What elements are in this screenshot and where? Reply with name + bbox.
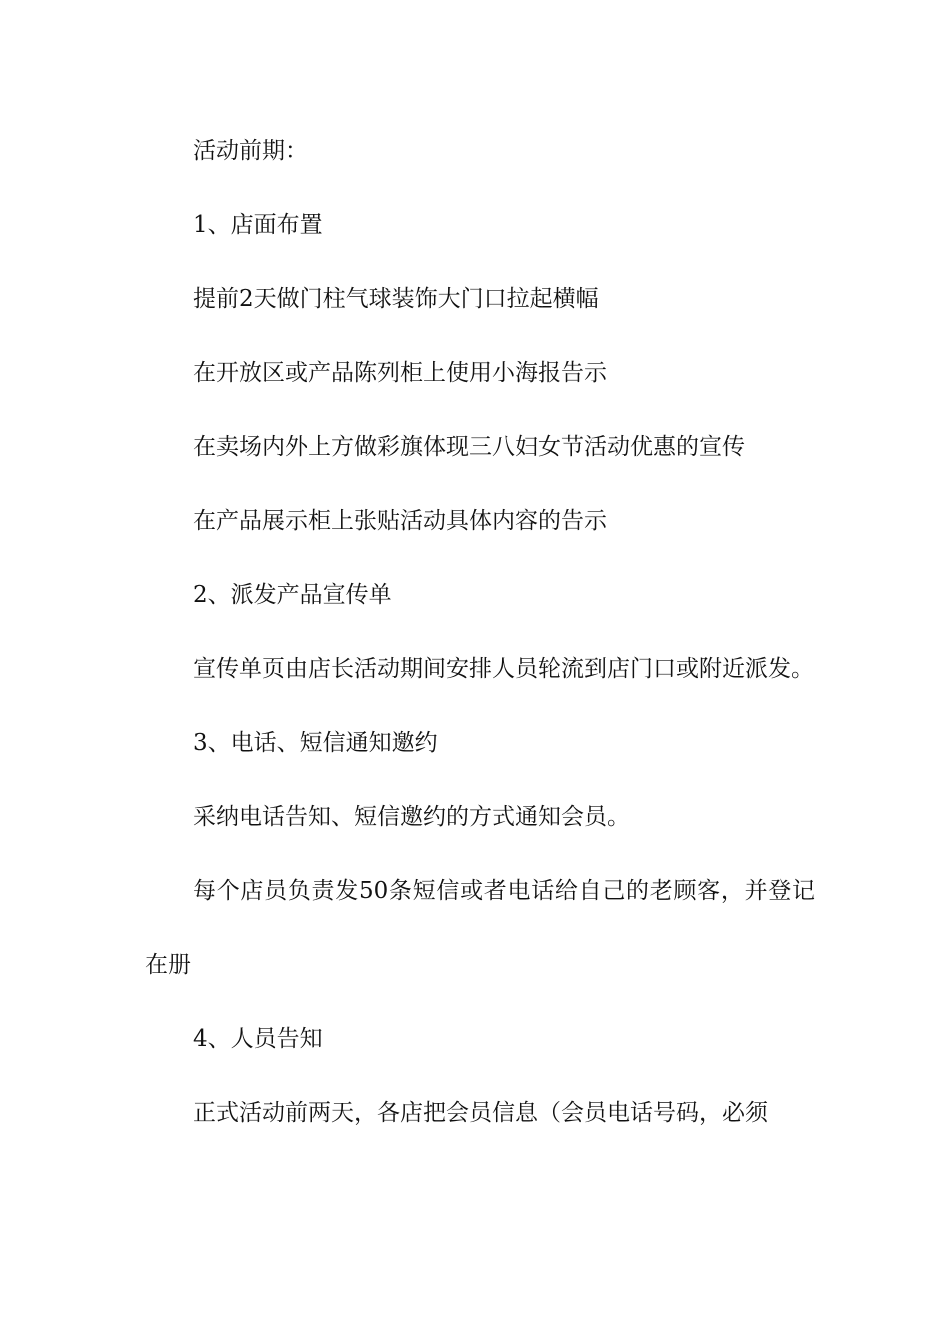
paragraph: 正式活动前两天，各店把会员信息（会员电话号码，必须 — [193, 1100, 768, 1126]
paragraph: 在产品展示柜上张贴活动具体内容的告示 — [193, 508, 607, 534]
paragraph: 每个店员负责发50条短信或者电话给自己的老顾客，并登记在册 — [145, 878, 815, 978]
item-heading-flyers: 2、派发产品宣传单 — [193, 582, 392, 608]
item-heading-phone-sms: 3、电话、短信通知邀约 — [193, 730, 438, 756]
paragraph: 在开放区或产品陈列柜上使用小海报告示 — [193, 360, 607, 386]
item-heading-staff-notice: 4、人员告知 — [193, 1026, 323, 1052]
paragraph: 采纳电话告知、短信邀约的方式通知会员。 — [193, 804, 630, 830]
document-body — [145, 114, 815, 1150]
item-heading-storefront: 1、店面布置 — [193, 212, 323, 238]
section-heading-preparation: 活动前期： — [193, 138, 308, 164]
paragraph: 宣传单页由店长活动期间安排人员轮流到店门口或附近派发。 — [193, 656, 814, 682]
paragraph: 在卖场内外上方做彩旗体现三八妇女节活动优惠的宣传 — [193, 434, 745, 460]
paragraph: 提前2天做门柱气球装饰大门口拉起横幅 — [193, 286, 599, 312]
